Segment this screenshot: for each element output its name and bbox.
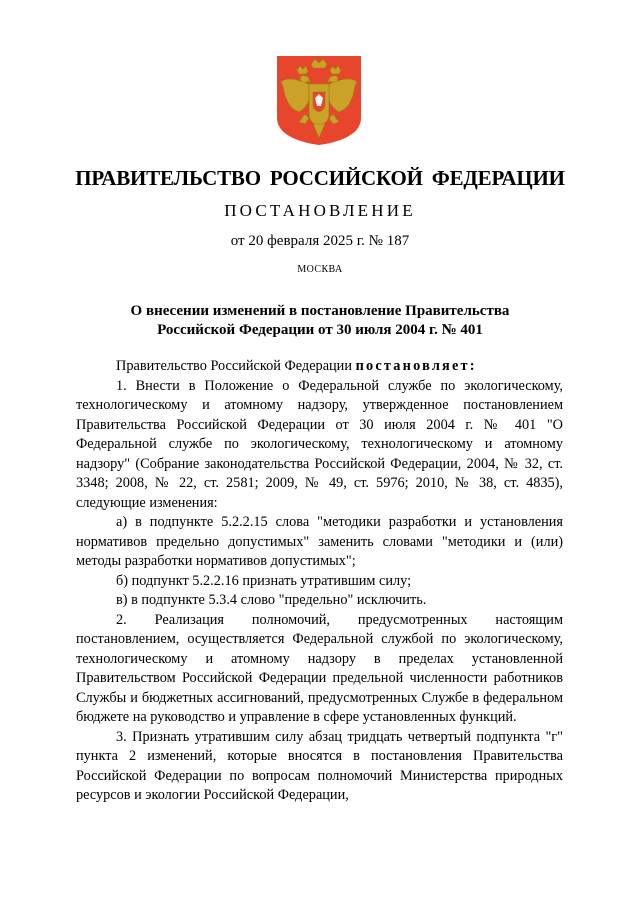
paragraph-1: 1. Внести в Положение о Федеральной службе по экологическому, технологическому и атомному надзору, утвержденное постановлением Правительства Российской Федерации от 30 июля 2004 г. № 401 "О Федеральной службе по экологическому, технологическому и атомному надзору" (Собрание законодательства Российской Федерации, 2004, № 32, ст. 3348; 2008, № 22, ст. 2581; 2009, № 49, ст. 5976; 2010, № 38, ст. 4835), следующие изменения: [76,377,563,511]
document-type: ПОСТАНОВЛЕНИЕ [224,201,416,220]
coat-of-arms-icon [275,54,363,146]
paragraph-1b: б) подпункт 5.2.2.16 признать утратившим силу; [116,572,412,589]
document-city: МОСКВА [297,264,343,275]
document-body [76,357,563,806]
heading-line-1: О внесении изменений в постановление Правительства [130,303,510,319]
paragraph-1c: в) в подпункте 5.3.4 слово "предельно" исключить. [116,592,427,608]
paragraph-1a: а) в подпункте 5.2.2.15 слова "методики разработки и установления нормативов предельно допустимых" заменить словами "методики и (или) методы разработки нормативов допустимых"; [76,514,563,569]
document-heading [70,302,570,340]
document-date: от 20 февраля 2025 г. № 187 [230,233,410,249]
government-title: ПРАВИТЕЛЬСТВО РОССИЙСКОЙ ФЕДЕРАЦИИ [75,166,565,190]
paragraph-2: 2. Реализация полномочий, предусмотренных настоящим постановлением, осуществляется Федеральной службой по экологическому, технологическому и атомному надзору в пределах установленной Правительством Российской Федерации предельной численности работников Службы и бюджетных ассигнований, предусмотренных Службе в федеральном бюджете на руководство и управление в сфере установленных функций. [76,611,563,725]
intro-paragraph [76,357,563,377]
heading-line-2: Российской Федерации от 30 июля 2004 г. № 401 [157,322,483,338]
decree-word: постановляет: [355,358,477,374]
intro-text: Правительство Российской Федерации [116,358,356,374]
paragraph-3: 3. Признать утратившим силу абзац тридцать четвертый подпункта "г" пункта 2 изменений, которые вносятся в постановления Правительства Российской Федерации по вопросам полномочий Министерства природных ресурсов и экологии Российской Федерации, [76,728,563,803]
